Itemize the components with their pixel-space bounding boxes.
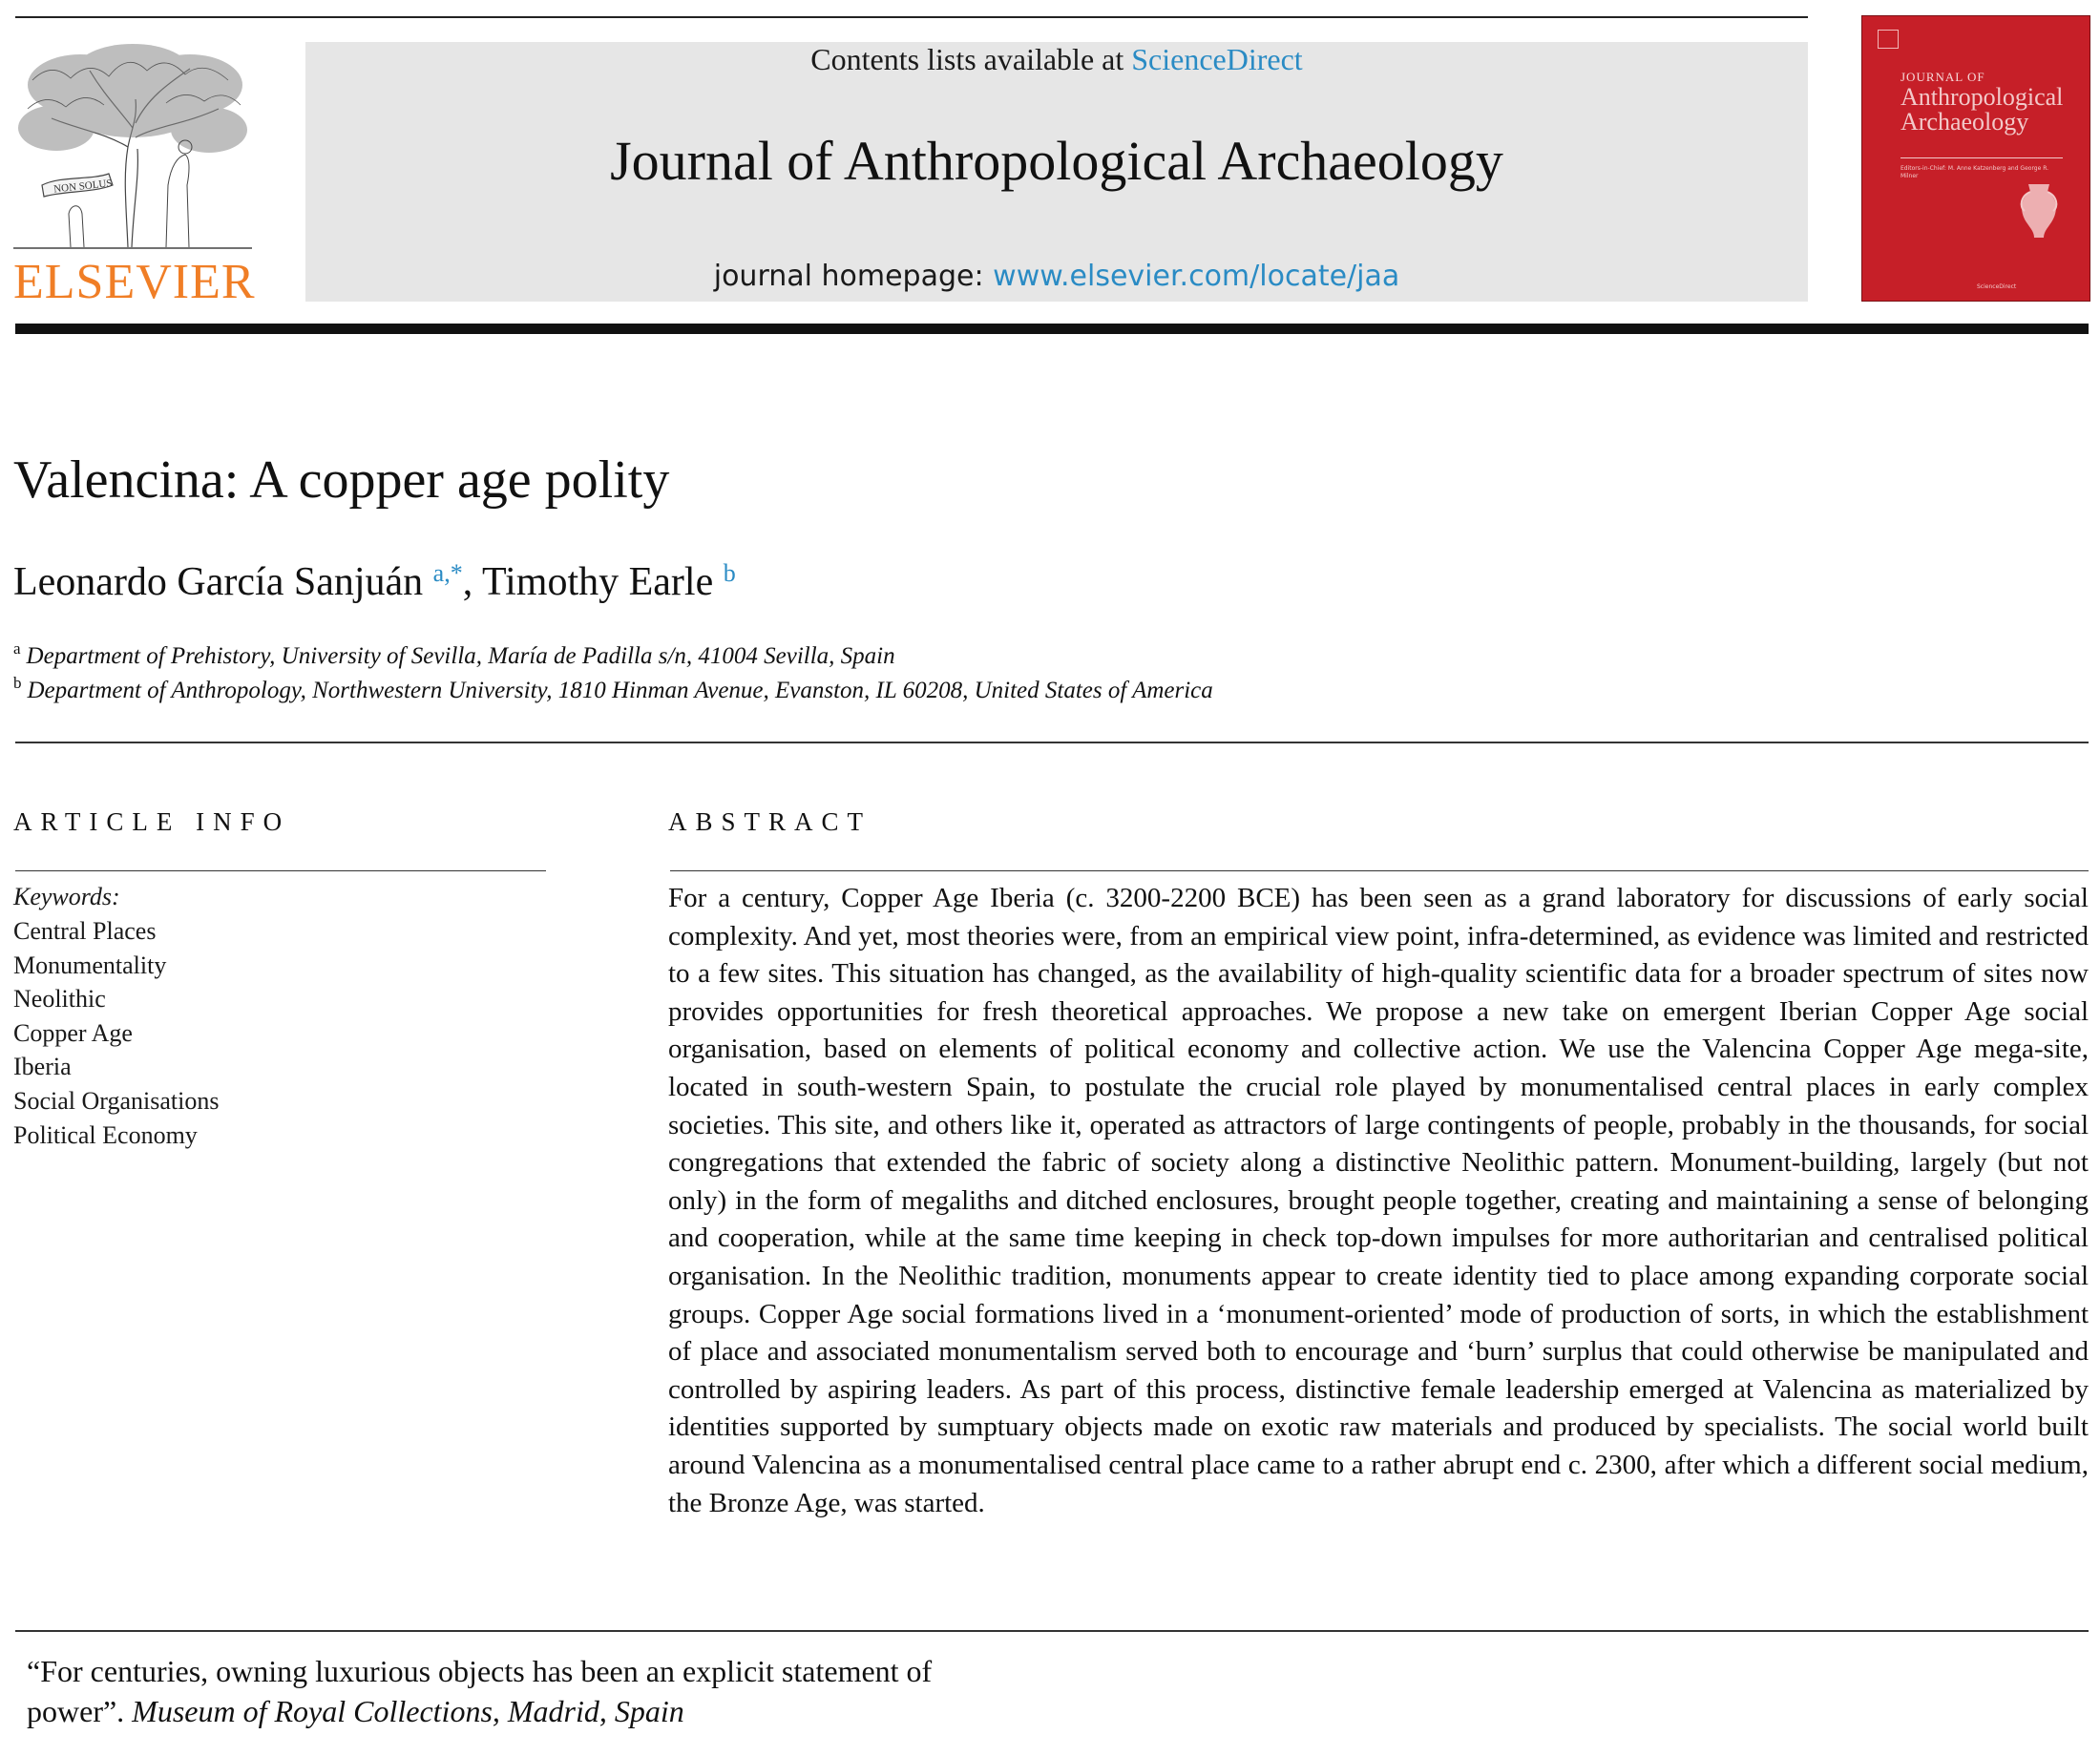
affiliation-marker: a (13, 639, 21, 658)
abstract-text: For a century, Copper Age Iberia (c. 3200-2200 BCE) has been seen as a grand laboratory for discussions of early social complexity. And yet, most theories were, from an empirical view point, infra-determined, as evidence was limited and restricted to a few sites. This situation has changed, as the availability of high-quality scientific data for a broader spectrum of sites now provides opportunities for fresh theoretical approaches. We propose a new take on emergent Iberian Copper Age social organisation, based on elements of political economy and collective action. We use the Valencina Copper Age mega-site, located in south-western Spain, to postulate the crucial role played by monumentalised central places in early complex societies. This site, and others like it, operated as attractors of large contingents of people, probably in the thousands, for social congregations that extended the fabric of society along a distinctive Neolithic pattern. Monument-building, largely (but not only) in the form of megaliths and ditched enclosures, brought people together, creating and maintaining a sense of belonging and cooperation, while at the same time keeping in check top-down impulses for more authoritarian and centralised political organisation. In the Neolithic tradition, monuments appear to create identity tied to place among expanding corporate social groups. Copper Age social formations lived in a ‘monument-oriented’ mode of production of sorts, in which the establishment of place and associated monumentalism served both to encourage and ‘burn’ surplus that could otherwise be manipulated and controlled by aspiring leaders. As part of this process, distinctive female leadership emerged at Valencina as materialized by identities supported by sumptuary objects made on exotic raw materials and produced by specialists. The social world built around Valencina as a monumentalised central place came to a rather abrupt end c. 2300, after which a different social medium, the Bronze Age, was started. (668, 883, 2089, 1518)
journal-banner (305, 42, 1808, 302)
tree-engraving-icon (13, 42, 252, 252)
keyword-item: Neolithic (13, 985, 106, 1014)
cover-footer: ScienceDirect (1977, 283, 2017, 290)
author-name[interactable]: Leonardo García Sanjuán (13, 560, 424, 604)
affiliation-text: Department of Prehistory, University of Sevilla, María de Padilla s/n, 41004 Sevilla, Spain (26, 643, 895, 669)
abstract-rule (670, 870, 2089, 871)
cover-title-line1: Anthropological (1900, 83, 2064, 111)
keyword-item: Copper Age (13, 1018, 133, 1047)
abstract-bottom-rule (15, 1630, 2089, 1632)
cover-divider (1900, 157, 2063, 158)
contents-line (305, 42, 1808, 76)
vase-icon (2015, 178, 2063, 245)
keyword-item: Political Economy (13, 1120, 198, 1149)
epigraph (27, 1651, 1000, 1731)
cover-title (1900, 85, 2082, 135)
affiliation-b (13, 676, 1213, 708)
epigraph-quote: “For centuries, owning luxurious objects has been an explicit statement of power”. (27, 1654, 933, 1728)
keyword-item: Central Places (13, 917, 157, 945)
section-divider (15, 742, 2089, 743)
affiliation-text: Department of Anthropology, Northwestern University, 1810 Hinman Avenue, Evanston, IL 60208, United States of America (27, 678, 1213, 703)
journal-title: Journal of Anthropological Archaeology (610, 130, 1503, 192)
epigraph-source: Museum of Royal Collections, Madrid, Spain (132, 1694, 684, 1728)
author-affiliation-marks[interactable]: a,* (432, 559, 463, 587)
cover-journal-of: JOURNAL OF (1900, 70, 1985, 84)
keywords-list (13, 914, 219, 1152)
cover-title-line2: Archaeology (1900, 108, 2029, 136)
author-affiliation-marks[interactable]: b (723, 559, 736, 587)
contents-prefix: Contents lists available at (810, 42, 1124, 76)
cover-editors: Editors-in-Chief: M. Anne Katzenberg and George R. Milner (1900, 165, 2049, 179)
homepage-link[interactable]: www.elsevier.com/locate/jaa (993, 260, 1400, 293)
keyword-item: Monumentality (13, 951, 167, 979)
abstract-heading: ABSTRACT (668, 807, 872, 836)
author-name[interactable]: Timothy Earle (481, 560, 714, 604)
sciencedirect-link[interactable]: ScienceDirect (1131, 42, 1303, 76)
article-title: Valencina: A copper age polity (13, 450, 670, 510)
cover-emblem-icon (1878, 30, 1899, 49)
article-info-rule (15, 870, 546, 871)
keyword-item: Iberia (13, 1053, 72, 1081)
affiliation-a (13, 641, 895, 674)
homepage-prefix: journal homepage: (713, 260, 984, 293)
homepage-line (305, 260, 1808, 294)
elsevier-wordmark[interactable]: ELSEVIER (13, 255, 256, 309)
header-thick-rule (15, 324, 2089, 334)
keyword-item: Social Organisations (13, 1086, 220, 1115)
logo-motto: NON SOLUS (52, 178, 114, 196)
keywords-label: Keywords: (13, 883, 120, 910)
journal-cover-thumbnail[interactable] (1861, 15, 2090, 302)
author-separator: , (462, 560, 482, 604)
author-line (13, 557, 736, 612)
affiliation-marker: b (13, 674, 22, 692)
article-info-heading: ARTICLE INFO (13, 807, 291, 836)
top-rule (15, 16, 1808, 18)
